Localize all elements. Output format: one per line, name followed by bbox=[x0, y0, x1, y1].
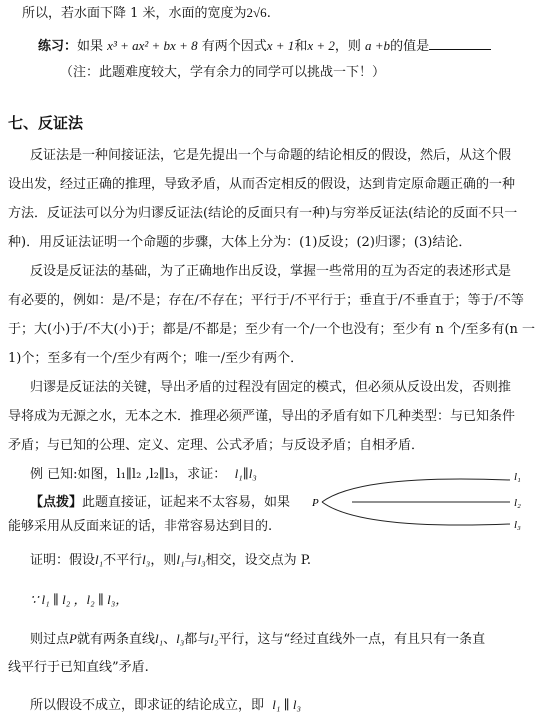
proof-because: ∵ l₁ ∥ l₂ ，l₂ ∥ l₃， bbox=[30, 592, 129, 607]
exercise-poly: x³ + ax² + bx + 8 bbox=[107, 38, 198, 53]
exercise-ask: a +b bbox=[365, 38, 391, 53]
answer-blank[interactable] bbox=[429, 37, 491, 50]
hint-line bbox=[30, 495, 290, 511]
top-line-end: . bbox=[266, 6, 271, 21]
exercise-note: （注：此题难度较大，学有余力的同学可以挑战一下！） bbox=[60, 65, 386, 80]
proof-text: ，则 bbox=[150, 553, 177, 568]
label-l1: l₁ bbox=[514, 471, 521, 483]
proof-l3: l₃ bbox=[142, 552, 151, 567]
para3-line: 归谬是反证法的关键，导出矛盾的过程没有固定的模式，但必须从反设出发，否则推 bbox=[30, 380, 512, 395]
top-line-text: 所以，若水面下降 1 米，水面的宽度为 bbox=[22, 6, 247, 21]
exercise-text-c: ，则 bbox=[334, 39, 361, 54]
para2-line: 反设是反证法的基础，为了正确地作出反设，掌握一些常用的互为否定的表述形式是 bbox=[30, 264, 512, 279]
point-p-label: P bbox=[312, 497, 319, 509]
label-l2: l₂ bbox=[514, 497, 521, 509]
para2-line: 1)个；至多有一个/至少有两个；唯一/至少有两个． bbox=[8, 351, 304, 366]
example-goal: l₁∥l₃ bbox=[234, 466, 257, 481]
proof-line-4: 线平行于已知直线”矛盾. bbox=[8, 660, 149, 675]
exercise-text-a: 如果 bbox=[77, 39, 104, 54]
para2-line: 于；大(小)于/不大(小)于；都是/不都是；至少有一个/一个也没有；至少有 n 个/至多有(n 一 bbox=[8, 322, 535, 337]
top-line-value: 2√6 bbox=[246, 5, 267, 20]
proof-line-3 bbox=[30, 631, 485, 648]
proof-l1: l₁ bbox=[176, 552, 185, 567]
section-title: 七、反证法 bbox=[8, 114, 84, 132]
exercise-factor-1: x + 1 bbox=[266, 38, 295, 53]
example-text: 已知:如图，l₁∥l₂ ,l₂∥l₃，求证： bbox=[47, 467, 227, 482]
exercise-label: 练习： bbox=[38, 39, 78, 54]
line-l3 bbox=[322, 502, 510, 525]
line-l1 bbox=[322, 479, 510, 502]
para3-line: 矛盾；与已知的公理、定义、定理、公式矛盾；与反设矛盾；自相矛盾． bbox=[8, 438, 425, 453]
example-label: 例 bbox=[30, 467, 44, 482]
example-line bbox=[30, 466, 257, 483]
proof-l1: l₁ bbox=[154, 631, 164, 646]
hint-text1: 此题直接证，证起来不太容易，如果 bbox=[82, 495, 291, 510]
conclusion-text: 所以假设不成立，即求证的结论成立，即 bbox=[30, 698, 265, 713]
proof-text: 证明：假设 bbox=[30, 553, 96, 568]
hint-line-2: 能够采用从反面来证的话，非常容易达到目的. bbox=[8, 519, 273, 534]
proof-text: 则过点 bbox=[30, 632, 70, 647]
proof-text: 不平行 bbox=[103, 553, 143, 568]
proof-text: 都与 bbox=[184, 632, 211, 647]
exercise-line bbox=[38, 37, 491, 55]
proof-text: 与 bbox=[184, 553, 198, 568]
exercise-text-d: 的值是 bbox=[390, 39, 430, 54]
proof-l2: l₂ bbox=[210, 631, 219, 646]
para1-line: 设出发，经过正确的推理，导致矛盾，从而否定相反的假设，达到肯定原命题正确的一种 bbox=[8, 177, 516, 192]
exercise-factor-2: x + 2 bbox=[307, 38, 335, 53]
proof-line-1 bbox=[30, 552, 311, 569]
exercise-and: 和 bbox=[294, 39, 308, 54]
proof-l1: l₁ bbox=[95, 552, 104, 567]
para1-line: 种)．用反证法证明一个命题的步骤，大体上分为：(1)反设；(2)归谬；(3)结论． bbox=[8, 235, 472, 250]
para3-line: 导将成为无源之水，无本之木．推理必须严谨，导出的矛盾有如下几种类型：与已知条件 bbox=[8, 409, 516, 424]
proof-conclusion bbox=[30, 697, 301, 714]
para2-line: 有必要的，例如：是/不是；存在/不存在；平行于/不平行于；垂直于/不垂直于；等于/不等 bbox=[8, 293, 524, 308]
proof-l3: l₃ bbox=[197, 552, 206, 567]
para1-line: 方法．反证法可以分为归谬反证法(结论的反面只有一种)与穷举反证法(结论的反面不只一 bbox=[8, 206, 518, 221]
proof-text: 平行，这与“经过直线外一点，有且只有一条直 bbox=[218, 632, 486, 647]
hint-label: 【点拨】 bbox=[30, 495, 83, 510]
proof-text: 、 bbox=[163, 632, 177, 647]
label-l3: l₃ bbox=[514, 519, 521, 531]
proof-text: 相交，设交点为 P. bbox=[205, 553, 312, 568]
para1-line: 反证法是一种间接证法，它是先提出一个与命题的结论相反的假设，然后，从这个假 bbox=[30, 148, 512, 163]
conclusion-math: l₁ ∥ l₃ bbox=[272, 697, 302, 712]
proof-point-p: P bbox=[69, 631, 77, 646]
top-line bbox=[22, 5, 271, 22]
proof-text: 就有两条直线 bbox=[76, 632, 155, 647]
parallel-lines-figure bbox=[300, 464, 528, 550]
proof-l3: l₃ bbox=[176, 631, 185, 646]
exercise-text-b: 有两个因式 bbox=[201, 39, 267, 54]
